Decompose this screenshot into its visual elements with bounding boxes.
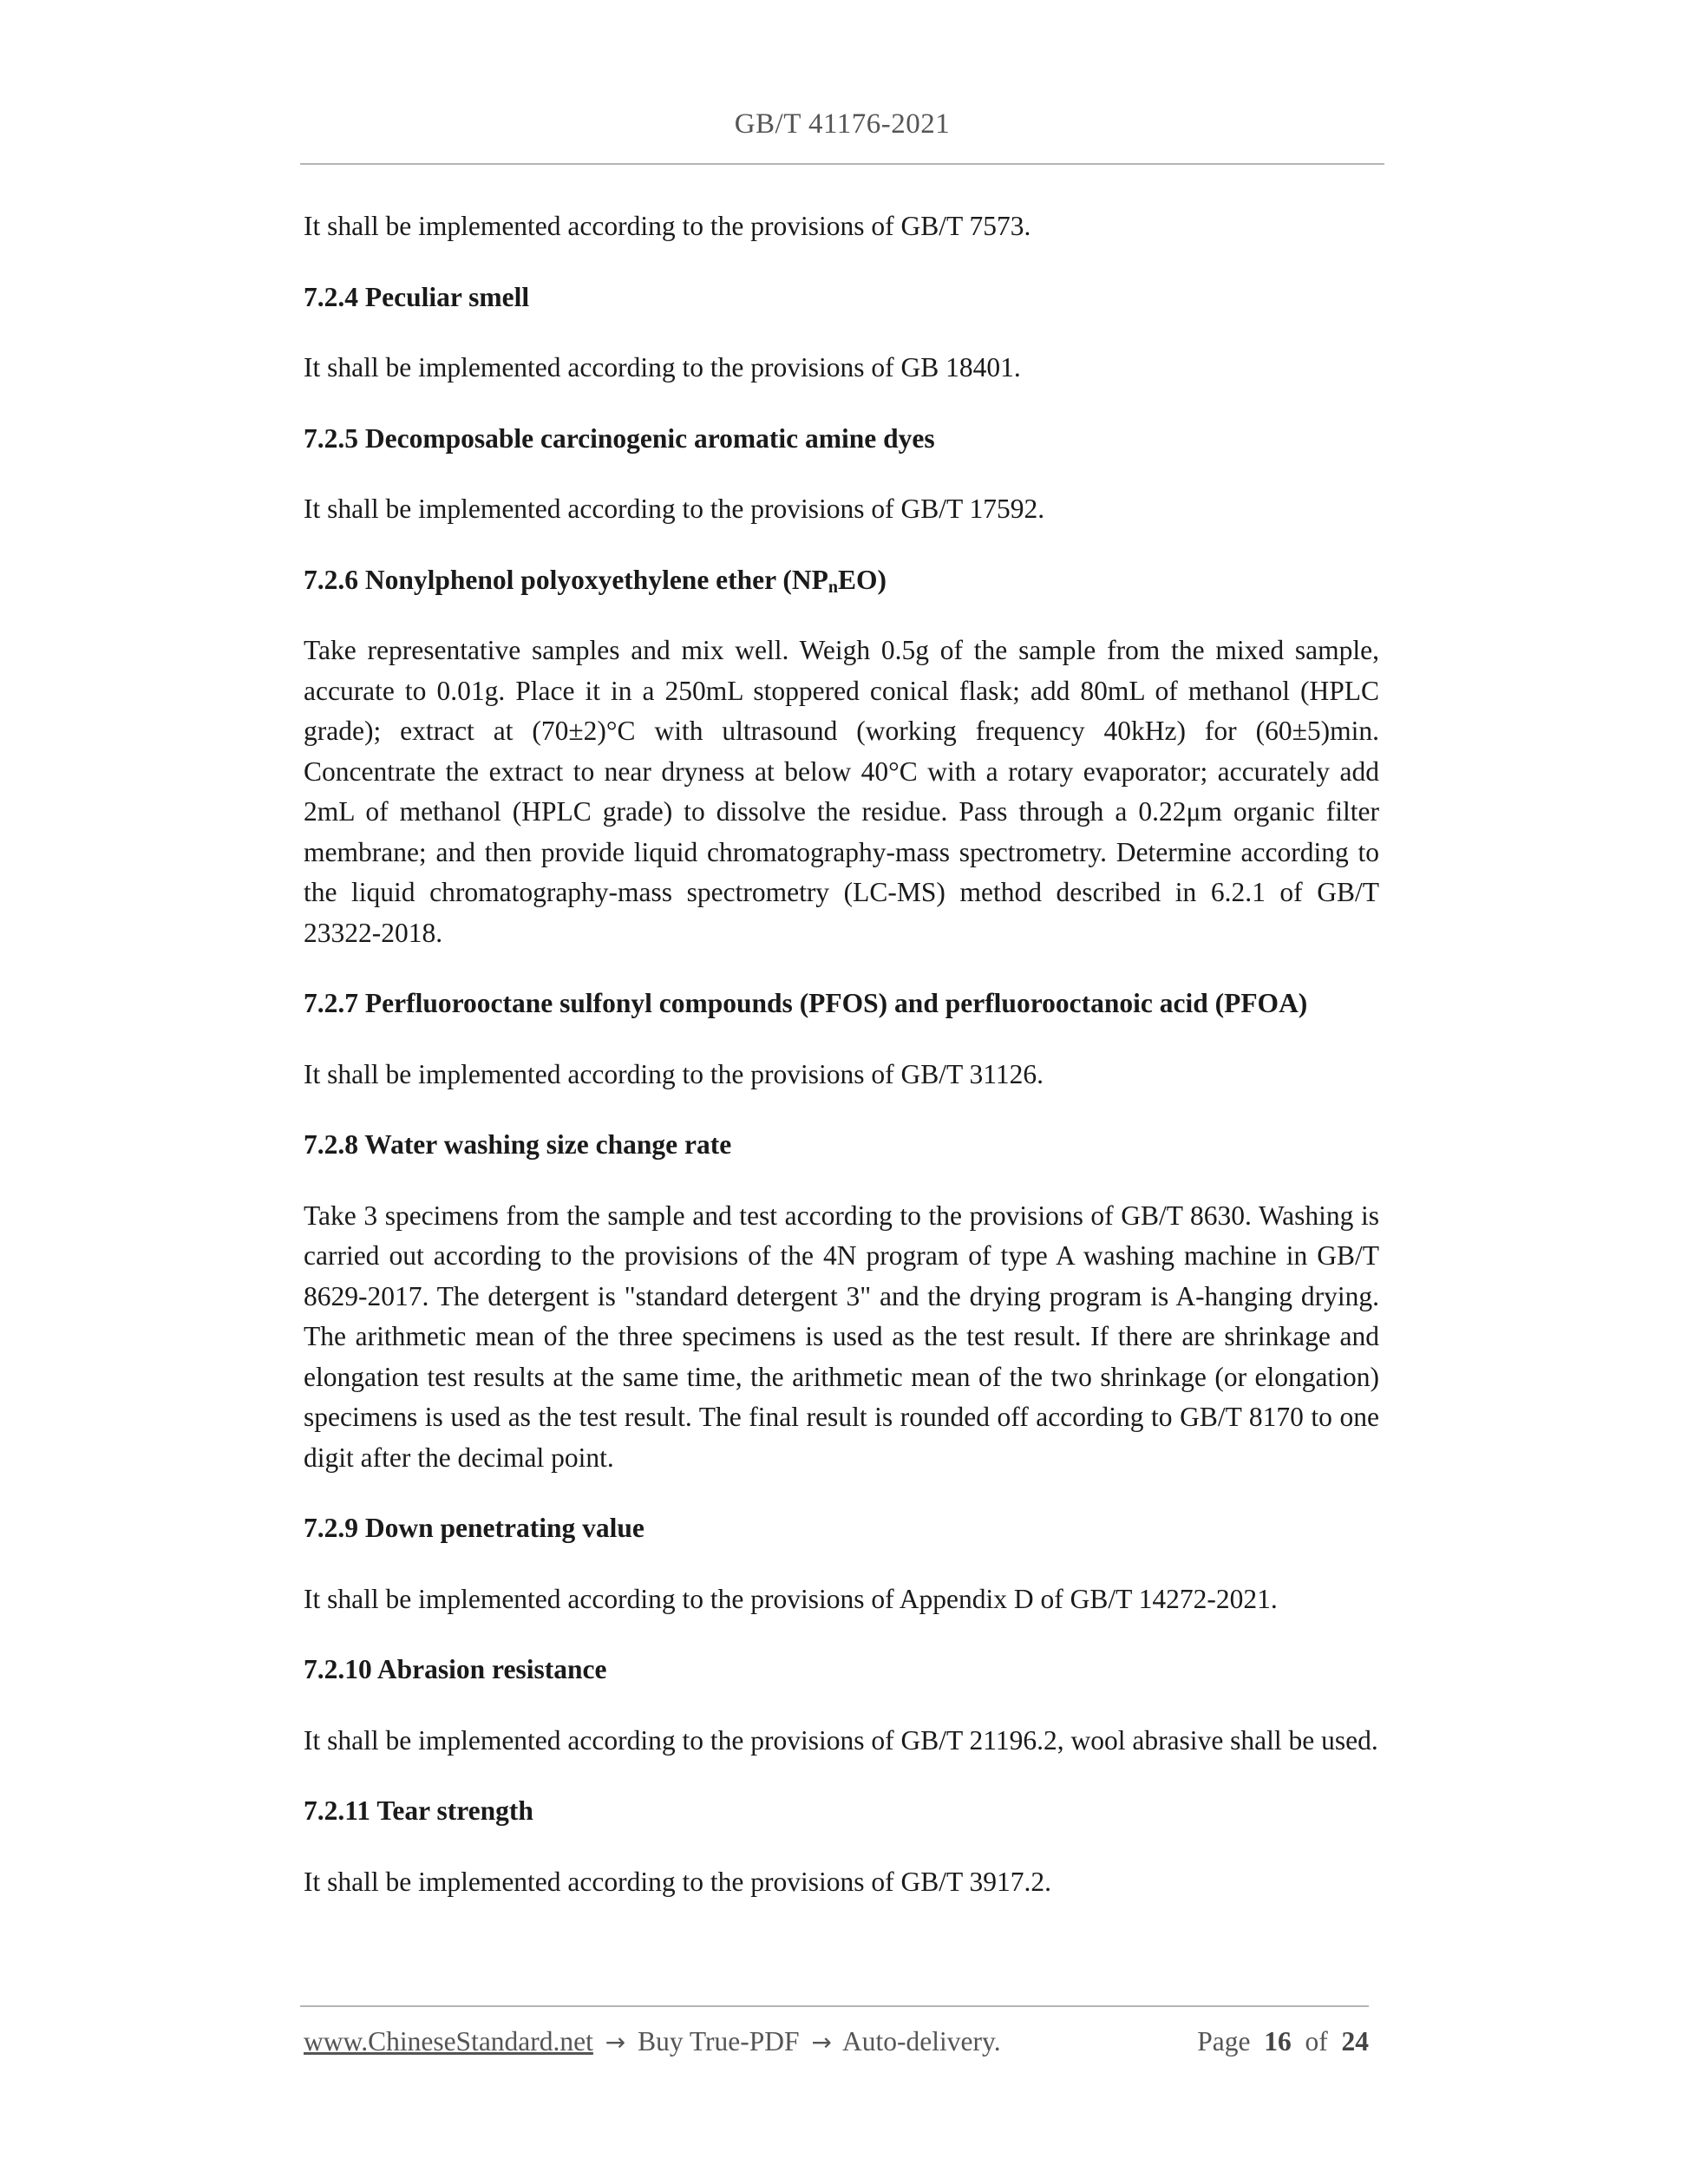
- section-heading-7-2-4: 7.2.4 Peculiar smell: [304, 281, 530, 312]
- page-header: [300, 108, 1384, 141]
- header-divider: [300, 163, 1384, 165]
- section-heading-7-2-5: 7.2.5 Decomposable carcinogenic aromatic amine dyes: [304, 422, 935, 454]
- page-footer: [304, 2026, 1369, 2057]
- section-heading-7-2-9: 7.2.9 Down penetrating value: [304, 1513, 644, 1543]
- body-paragraph: It shall be implemented according to the provisions of GB 18401.: [304, 352, 1021, 383]
- site-link[interactable]: www.ChineseStandard.net: [304, 2026, 593, 2056]
- section-heading-7-2-7: 7.2.7 Perfluorooctane sulfonyl compounds (PFOS) and perfluorooctanoic acid (PFOA): [304, 988, 1308, 1018]
- footer-divider: [300, 2005, 1369, 2007]
- arrow-right-icon: →: [605, 2028, 626, 2056]
- section-heading-7-2-8: 7.2.8 Water washing size change rate: [304, 1129, 732, 1160]
- of-word: of: [1305, 2026, 1328, 2056]
- page-word: Page: [1197, 2026, 1251, 2056]
- body-paragraph: It shall be implemented according to the provisions of GB/T 7573.: [304, 211, 1031, 241]
- heading-subscript: n: [828, 577, 839, 597]
- delivery-text: Auto-delivery.: [842, 2026, 1001, 2056]
- body-paragraph: It shall be implemented according to the provisions of GB/T 3917.2.: [304, 1866, 1052, 1897]
- section-heading-7-2-6: [304, 560, 1379, 601]
- standard-id: GB/T 41176-2021: [734, 108, 951, 140]
- page-total: 24: [1341, 2026, 1369, 2056]
- body-paragraph: It shall be implemented according to the provisions of GB/T 21196.2, wool abrasive shall be used.: [304, 1724, 1378, 1756]
- body-paragraph: It shall be implemented according to the provisions of GB/T 17592.: [304, 494, 1045, 524]
- arrow-right-icon: →: [811, 2028, 832, 2056]
- footer-promo: [304, 2026, 1001, 2057]
- body-paragraph: Take representative samples and mix well. Weigh 0.5g of the sample from the mixed sample, accurate to 0.01g. Place it in a 250mL stoppered conical flask; add 80mL of methanol (HPLC grade); extract at (70±2)°C with ultrasound (working frequency 40kHz) for (60±5)min. Concentrate the extract to near dryness at below 40°C with a rotary evaporator; accurately add 2mL of methanol (HPLC grade) to dissolve the residue. Pass through a 0.22μm organic filter membrane; and then provide liquid chromatography-mass spectrometry. Determine according to the liquid chromatography-mass spectrometry (LC-MS) method described in 6.2.1 of GB/T 23322-2018.: [304, 635, 1379, 948]
- document-body: [304, 206, 1379, 1932]
- buy-text: Buy True-PDF: [638, 2026, 800, 2056]
- body-paragraph: It shall be implemented according to the provisions of GB/T 31126.: [304, 1058, 1044, 1089]
- page-counter: [1197, 2026, 1369, 2057]
- page-current: 16: [1264, 2026, 1292, 2056]
- section-heading-7-2-11: 7.2.11 Tear strength: [304, 1795, 533, 1826]
- section-heading-7-2-10: 7.2.10 Abrasion resistance: [304, 1654, 607, 1684]
- heading-text-pre: 7.2.6 Nonylphenol polyoxyethylene ether (NP: [304, 564, 828, 595]
- heading-text-post: EO): [838, 564, 887, 595]
- body-paragraph: It shall be implemented according to the provisions of Appendix D of GB/T 14272-2021.: [304, 1583, 1278, 1614]
- body-paragraph: Take 3 specimens from the sample and test according to the provisions of GB/T 8630. Washing is carried out according to the provisions of the 4N program of type A washing machine in GB/T 8629-2017. The detergent is "standard detergent 3" and the drying program is A-hanging drying. The arithmetic mean of the three specimens is used as the test result. If there are shrinkage and elongation test results at the same time, the arithmetic mean of the two shrinkage (or elongation) specimens is used as the test result. The final result is rounded off according to GB/T 8170 to one digit after the decimal point.: [304, 1200, 1379, 1473]
